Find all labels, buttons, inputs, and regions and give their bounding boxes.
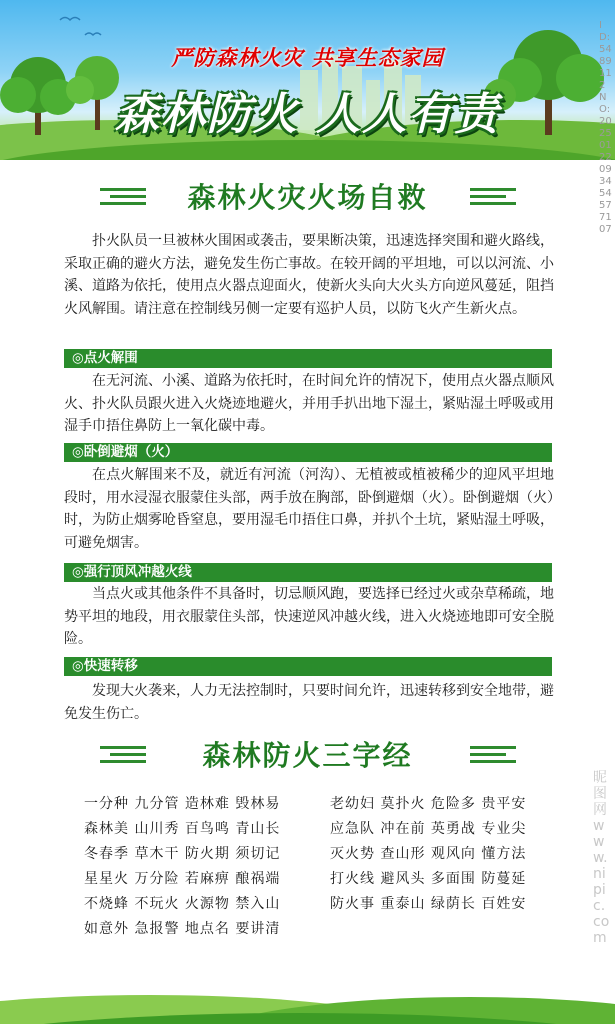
verse-line: 打火线 避风头 多面围 防蔓延 [330,871,527,887]
decor-lines-right [470,188,516,209]
section-title: 森林火灾火场自救 [187,181,428,214]
subheading-bar: ◎强行顶风冲越火线 [64,563,552,582]
subsection-text: 在无河流、小溪、道路为依托时，在时间允许的情况下，使用点火器点顺风火、扑火队员跟火进入火烧迹地避火，并用手扒出地下湿土，紧贴湿土呼吸或用湿手巾捂住鼻防上一氧化碳中毒。 [64,373,554,434]
section-heading-three-char-classic [0,734,615,774]
verse-line: 冬春季 草木干 防火期 须切记 [84,846,281,862]
site-watermark: 昵图网 www.nipic.com [593,770,610,946]
section-heading-self-rescue [0,176,615,216]
verse-line: 应急队 冲在前 英勇战 专业尖 [330,821,527,837]
section-title: 森林防火三字经 [202,739,413,772]
verse-line: 森林美 山川秀 百鸟鸣 青山长 [84,821,281,837]
subheading-bar: ◎点火解围 [64,349,552,368]
main-title: 森林防火 人人有责 [114,89,501,140]
verse-line: 防火事 重泰山 绿荫长 百姓安 [330,896,527,912]
subheading-bar: ◎快速转移 [64,657,552,676]
subheading-bar: ◎卧倒避烟（火） [64,443,552,462]
verse-line: 灭火势 查山形 观风向 懂方法 [330,846,527,862]
image-id-mark: ID:5489112 NO:20250122093454577107 [599,20,612,235]
verse-line: 一分种 九分管 造林难 毁林易 [84,796,281,812]
intro-paragraph: 扑火队员一旦被林火围困或袭击，要果断决策，迅速选择突围和避火路线，采取正确的避火方法，避免发生伤亡事故。在较开阔的平坦地，可以以河流、小溪、道路为依托，使用点火器点迎面火，使新火头向大火头方向逆风蔓延，阻挡火风解围。请注意在控制线另侧一定要有巡护人员，以防飞火产生新火点。 [64,233,554,317]
verse-column-left [84,792,280,942]
footer-grass [0,960,615,1024]
verse-line: 星星火 万分险 若麻痹 酿祸端 [84,871,281,887]
subsection-text: 发现大火袭来，人力无法控制时，只要时间允许，迅速转移到安全地带，避免发生伤亡。 [64,683,554,722]
decor-lines-right [470,746,516,767]
verse-column-right [330,792,526,917]
subsection-text: 在点火解围来不及，就近有河流（河沟）、无植被或植被稀少的迎风平坦地段时，用水浸湿衣服蒙住头部，两手放在胸部，卧倒避烟（火）。卧倒避烟（火）时，为防止烟雾呛昏窒息，要用湿毛巾捂住口鼻，并扒个土坑，紧贴湿土呼吸，可避免烟害。 [64,467,554,551]
verse-line: 如意外 急报警 地点名 要讲清 [84,921,281,937]
verse-line: 不烧蜂 不玩火 火源物 禁入山 [84,896,281,912]
verse-line: 老幼妇 莫扑火 危险多 贵平安 [330,796,527,812]
header-banner [0,0,615,160]
subsection-text: 当点火或其他条件不具备时，切忌顺风跑，要选择已经过火或杂草稀疏，地势平坦的地段，用衣服蒙住头部，快速逆风冲越火线，进入火烧迹地即可安全脱险。 [64,586,554,647]
slogan: 严防森林火灾 共享生态家园 [171,46,444,70]
